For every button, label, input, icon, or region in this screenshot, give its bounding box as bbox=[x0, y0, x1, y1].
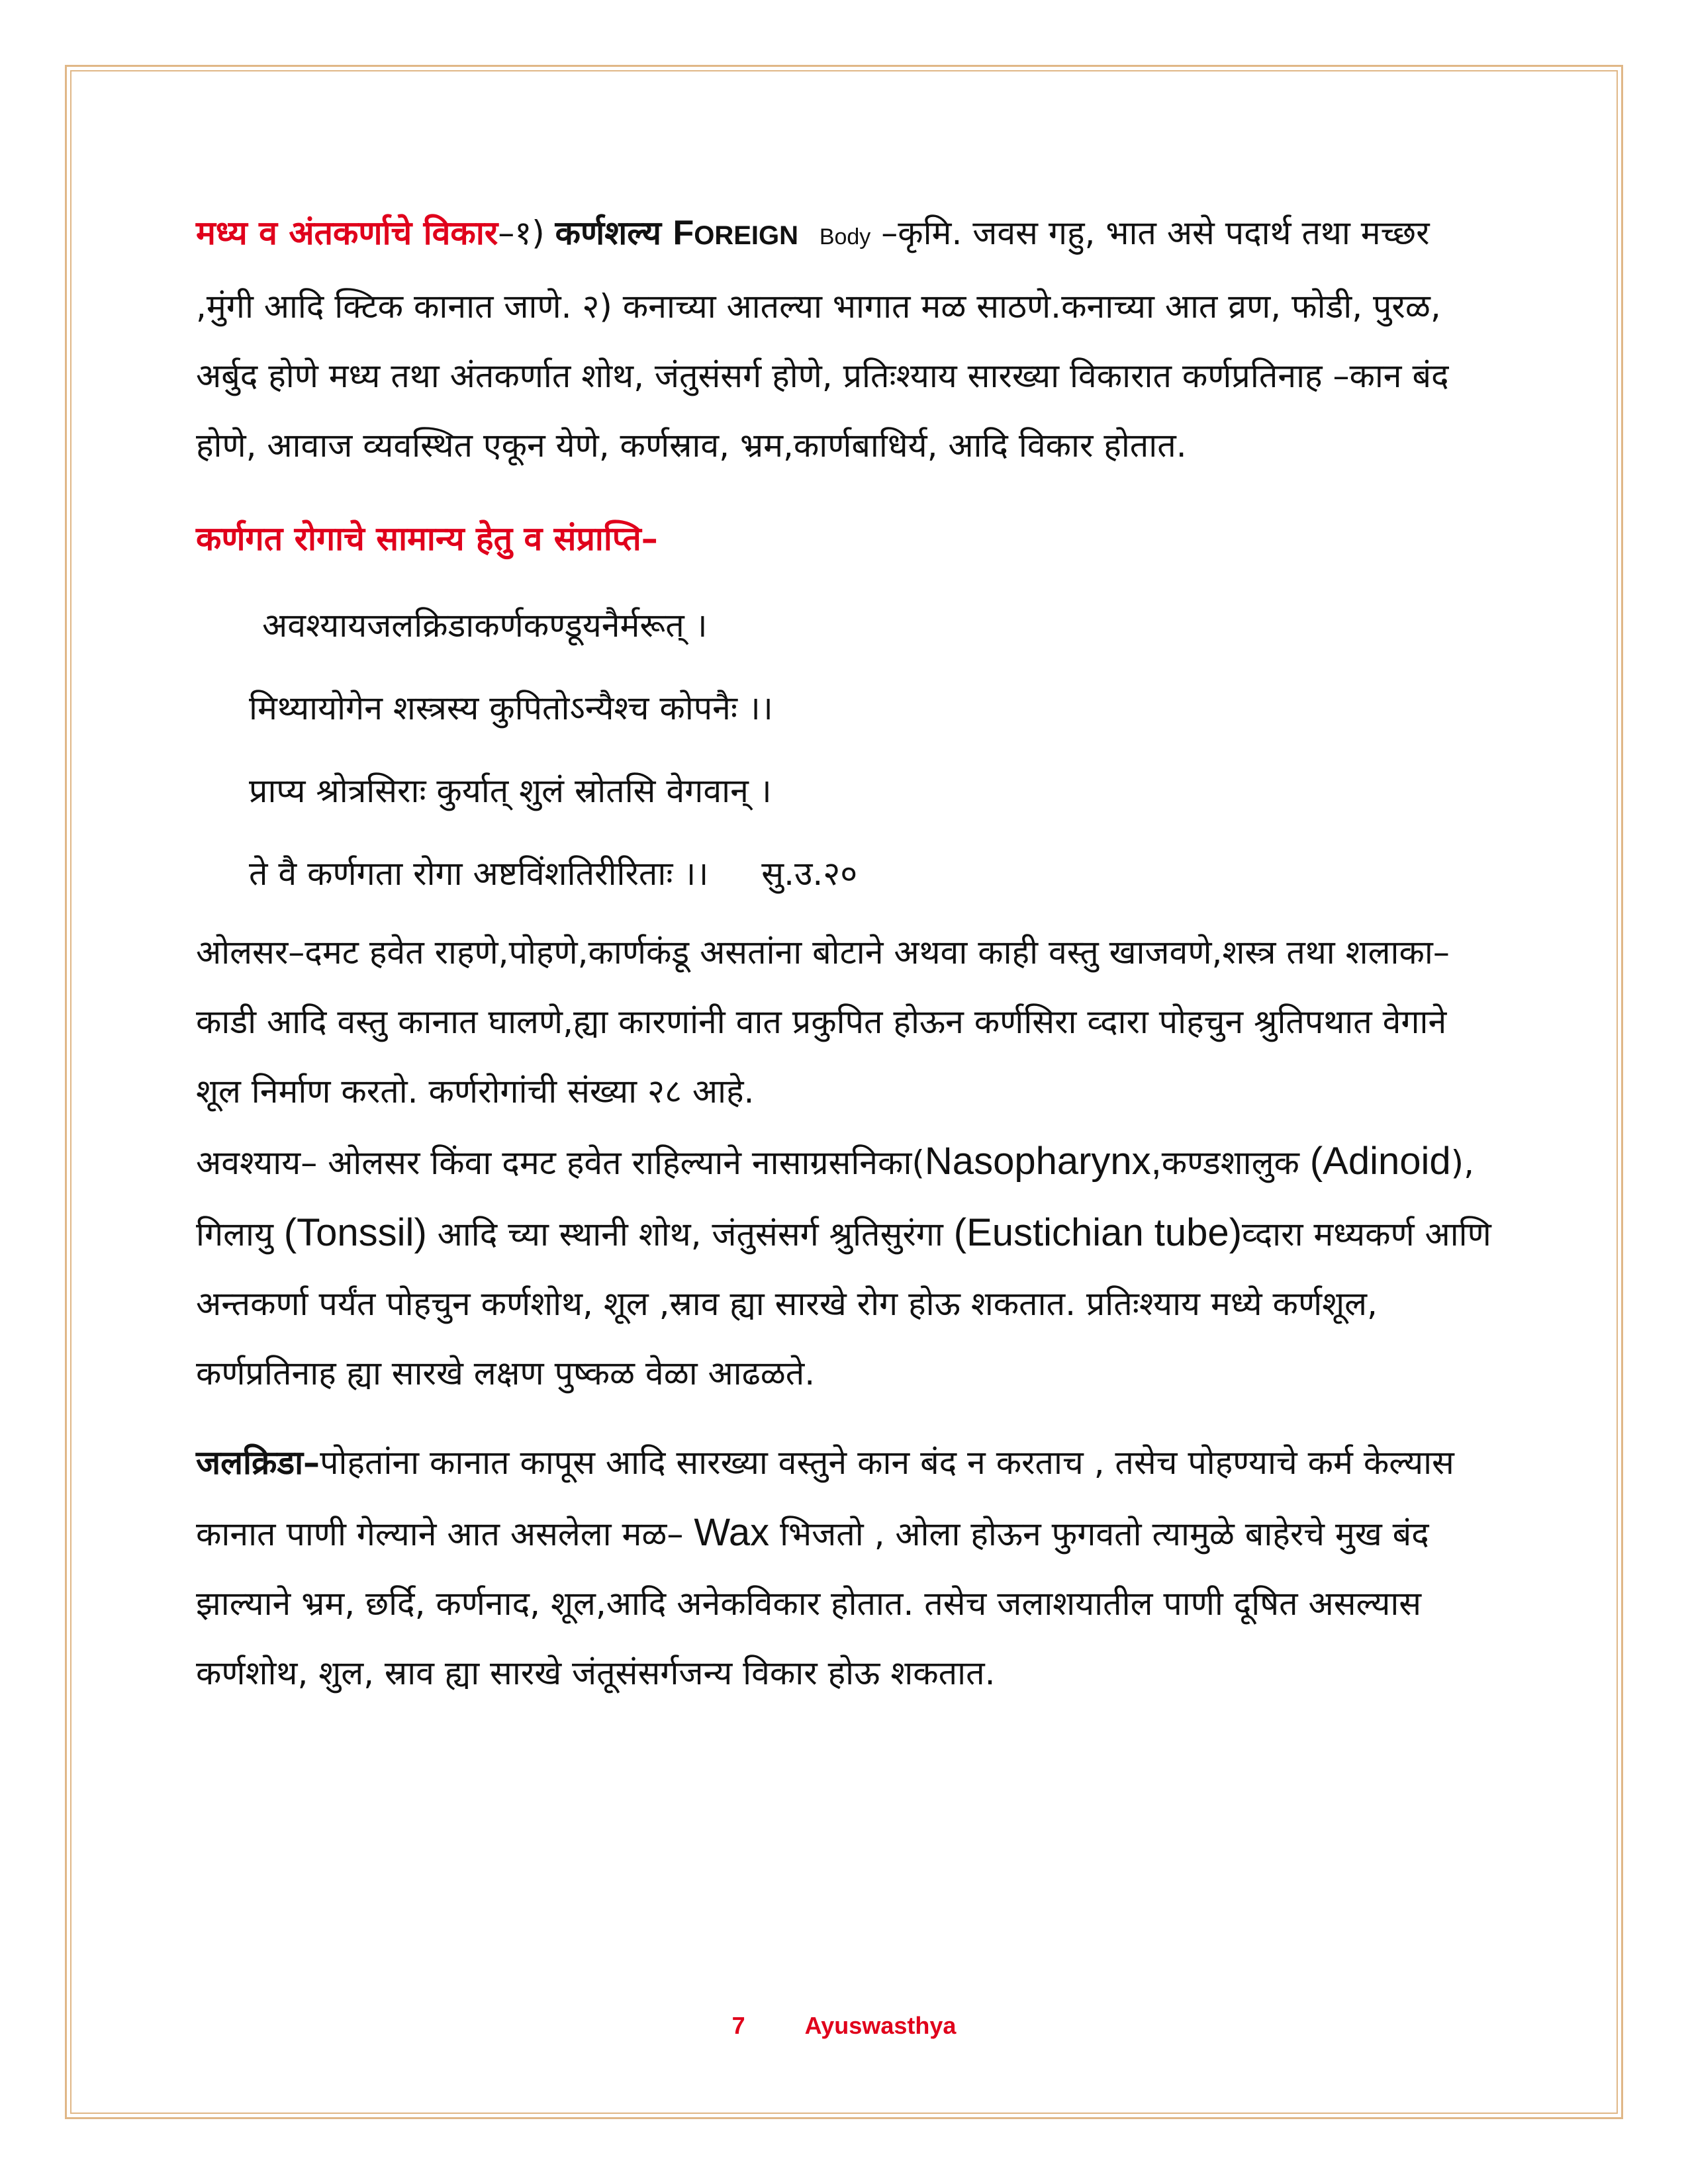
text-fragment: कण्डशालुक bbox=[1161, 1144, 1299, 1182]
verse-reference: सु.उ.२० bbox=[761, 854, 858, 893]
verse-line-4-text: ते वै कर्णगता रोगा अष्टविंशतिरीरिताः ।। bbox=[249, 854, 709, 893]
body-word: Body bbox=[819, 224, 871, 250]
subheading-jalakrida: जलक्रिडा– bbox=[196, 1443, 320, 1482]
english-term-tonssil: (Tonssil) bbox=[283, 1211, 427, 1254]
section-heading-disorders: मध्य व अंतकर्णाचे विकार bbox=[196, 214, 498, 252]
text-fragment: अवश्याय– ओलसर किंवा दमट हवेत राहिल्याने नासाग्रसनिका( bbox=[196, 1144, 925, 1182]
paragraph-jalakrida bbox=[196, 1428, 1493, 1708]
text-fragment: आदि च्या स्थानी शोथ, जंतुसंसर्ग श्रुतिसुरंगा bbox=[426, 1215, 943, 1253]
bold-term-foreign-body: कर्णशल्य bbox=[555, 214, 673, 252]
paragraph-avashyaya bbox=[196, 1126, 1493, 1408]
english-term-wax: Wax bbox=[694, 1511, 770, 1554]
paragraph-middle-inner-ear-disorders bbox=[196, 199, 1493, 480]
page-number: 7 bbox=[731, 2012, 745, 2039]
text-fragment: –कृमि. जवस गहु, भात असे पदार्थ तथा bbox=[870, 214, 1350, 252]
section-heading-causes: कर्णगत रोगाचे सामान्य हेतु व संप्राप्ति– bbox=[196, 520, 658, 558]
verse-line-3: प्राप्य श्रोत्रसिराः कुर्यात् शुलं स्रोतसि वेगवान् । bbox=[249, 772, 772, 810]
text-fragment: भिजतो , ओला होऊन फुगवतो त्यामुळे बाहेरचे मुख बंद झाल्याने भ्रम, छर्दि, कर्णनाद, शूल,आदि अनेकविकार होतात. तसेच जलाशयातील पाणी दूषित असल्यास कर्णशोथ, शुल, स्राव ह्या सारखे जंतूसंसर्गजन्य विकार होऊ शकतात. bbox=[196, 1515, 1429, 1692]
text-fragment: पोहतांना कानात कापूस आदि सारख्या वस्तुने कान बंद न करताच , तसेच पोहण्याचे कर्म केल्यास कानात पाणी गेल्याने आत असलेला मळ– bbox=[196, 1443, 1454, 1553]
english-term-eustichian-tube: (Eustichian tube) bbox=[953, 1211, 1243, 1254]
text-fragment: मच्छर ,मुंगी आदि क्टिक कानात जाणे. २) कनाच्या आतल्या भागात मळ साठणे.कनाच्या आत व्रण, फोडी, पुरळ, अर्बुद होणे मध्य तथा अंतकर्णात शोथ, जंतुसंसर्ग होणे, प्रतिःश्याय सारख्या विकारात कर्णप्रतिनाह –कान बंद होणे, आवाज व्यवस्थित एकून येणे, कर्णस्राव, भ्रम,कार्णबाधिर्य, आदि विकार होतात. bbox=[196, 214, 1449, 465]
footer-title: Ayuswasthya bbox=[804, 2012, 957, 2039]
text-fragment: –१) bbox=[498, 214, 555, 252]
text-fragment: व्दारा मध्यकर्ण आणि अन्तकर्णा पर्यंत पोहचुन कर्णशोथ, शूल ,स्राव ह्या सारखे रोग होऊ शकतात. प्रतिःश्याय मध्ये कर्णशूल, कर्णप्रतिनाह ह्या सारखे लक्षण पुष्कळ वेळा आढळते. bbox=[196, 1215, 1491, 1392]
foreign-initial: F bbox=[673, 214, 694, 252]
verse-line-1: अवश्यायजलक्रिडाकर्णकण्डूयनैर्मरूत् । bbox=[262, 606, 708, 645]
verse-line-4 bbox=[196, 839, 1493, 909]
text-fragment: ), गिलायु bbox=[196, 1144, 1475, 1253]
paragraph-causes-explained: ओलसर–दमट हवेत राहणे,पोहणे,कार्णकंडू असतांना बोटाने अथवा काही वस्तु खाजवणे,शस्त्र तथा शलाका–काडी आदि वस्तु कानात घालणे,ह्या कारणांनी वात प्रकुपित होऊन कर्णसिरा व्दारा पोहचुन श्रुतिपथात वेगाने शूल निर्माण करतो. कर्णरोगांची संख्या २८ आहे. bbox=[196, 933, 1450, 1111]
page-content bbox=[196, 199, 1493, 1708]
english-term-nasopharynx: Nasopharynx, bbox=[924, 1140, 1162, 1183]
foreign-word: OREIGN bbox=[694, 221, 799, 250]
english-term-adinoid: (Adinoid bbox=[1309, 1140, 1451, 1183]
page-footer bbox=[0, 2012, 1688, 2040]
verse-line-2: मिथ्यायोगेन शस्त्रस्य कुपितोऽन्यैश्च कोपनैः ।। bbox=[249, 689, 773, 727]
